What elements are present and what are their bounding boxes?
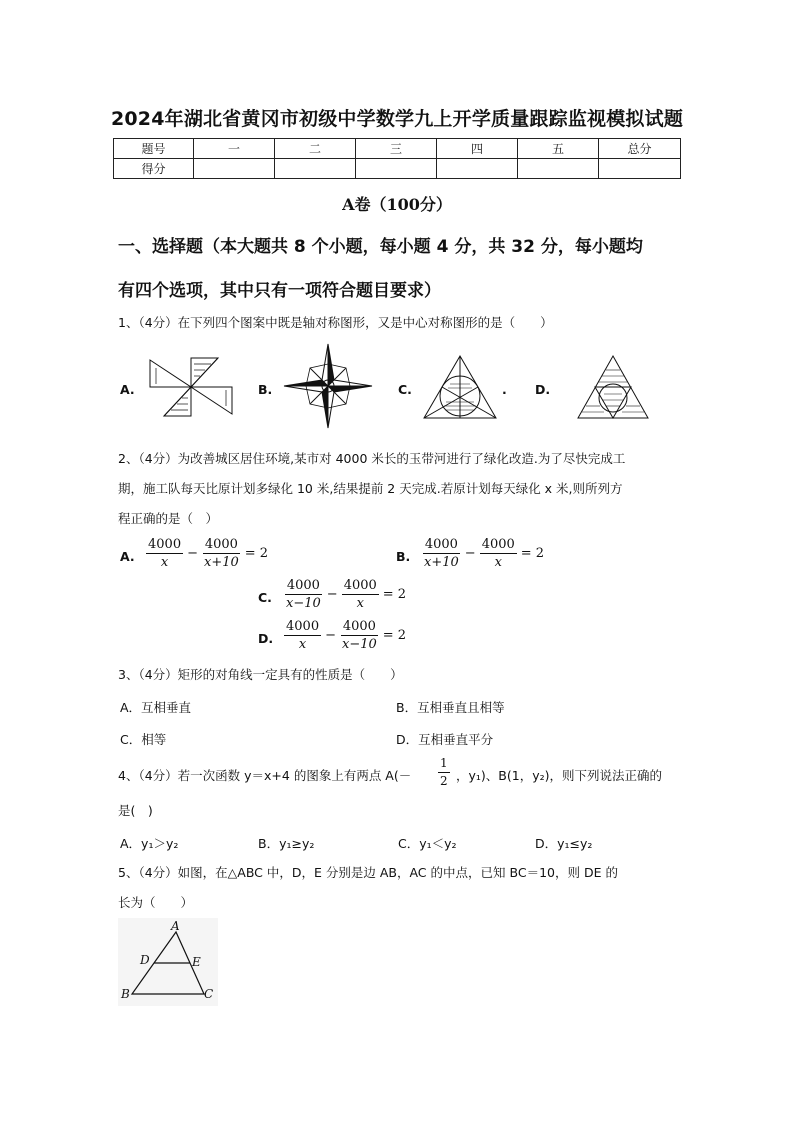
section-a-heading: A卷（100分） xyxy=(342,195,452,214)
part1-heading-line2: 有四个选项，其中只有一项符合题目要求） xyxy=(118,281,441,301)
score-table-score-row xyxy=(114,159,681,179)
q2-option-c-label: C. xyxy=(258,590,272,605)
numerator: 4000 xyxy=(204,537,238,552)
score-cell[interactable] xyxy=(437,159,518,179)
q2-option-b-equation[interactable] xyxy=(420,537,546,570)
q2-option-a-label: A. xyxy=(120,549,135,564)
denominator: x xyxy=(298,637,307,652)
score-cell[interactable] xyxy=(518,159,599,179)
q3-option-a[interactable]: A．互相垂直 xyxy=(120,700,192,715)
minus-sign: − xyxy=(464,546,476,561)
table-cell: 题号 xyxy=(114,139,194,159)
q3-option-d[interactable]: D．互相垂直平分 xyxy=(396,732,494,747)
q1-option-b-label: B. xyxy=(258,382,273,397)
q2-option-c-equation[interactable] xyxy=(282,578,408,611)
label-b: B xyxy=(121,987,130,1001)
q1-option-c-label: C. xyxy=(398,382,412,397)
denominator: x−10 xyxy=(286,596,321,611)
q3-option-c[interactable]: C．相等 xyxy=(120,732,167,747)
denominator: x+10 xyxy=(204,555,239,570)
minus-sign: − xyxy=(325,628,336,643)
q2-option-b-label: B. xyxy=(396,549,411,564)
label-e: E xyxy=(192,955,201,969)
table-cell: 五 xyxy=(518,139,599,159)
q2-option-d-equation[interactable] xyxy=(282,619,408,652)
score-cell[interactable] xyxy=(275,159,356,179)
table-cell: 二 xyxy=(275,139,356,159)
q4-option-d[interactable]: D．y₁≤y₂ xyxy=(535,836,593,851)
triangle-circles-figure[interactable] xyxy=(422,354,498,420)
label-c: C xyxy=(204,987,214,1001)
denominator: 2 xyxy=(440,774,448,788)
exam-title: 2024年湖北省黄冈市初级中学数学九上开学质量跟踪监视模拟试题 xyxy=(110,108,684,130)
denominator: x xyxy=(494,555,502,570)
q1-option-d-label: D. xyxy=(535,382,551,397)
compass-star-figure[interactable] xyxy=(282,342,374,430)
q4-option-c[interactable]: C．y₁＜y₂ xyxy=(398,836,457,851)
denominator: x xyxy=(356,596,364,611)
minus-sign: − xyxy=(187,546,198,561)
score-cell[interactable] xyxy=(599,159,681,179)
table-cell: 一 xyxy=(194,139,275,159)
numerator: 1 xyxy=(438,756,450,773)
equation-rhs: = 2 xyxy=(382,628,407,643)
denominator: x xyxy=(160,555,169,570)
q3-stem: 3、（4分）矩形的对角线一定具有的性质是（ ） xyxy=(118,667,403,682)
numerator: 4000 xyxy=(343,578,377,593)
equation-rhs: = 2 xyxy=(382,587,407,602)
q4-line2: 是( ) xyxy=(118,803,153,818)
score-table xyxy=(113,138,681,179)
label-a: A xyxy=(171,919,180,933)
numerator: 4000 xyxy=(148,537,182,552)
q5-line1: 5、（4分）如图，在△ABC 中，D，E 分别是边 AB，AC 的中点，已知 BC＝10，则 DE 的 xyxy=(118,865,618,880)
part1-heading-line1: 一、选择题（本大题共 8 个小题，每小题 4 分，共 32 分，每小题均 xyxy=(118,237,643,257)
triangle-inscribed-figure[interactable] xyxy=(576,354,650,420)
numerator: 4000 xyxy=(424,537,458,552)
q1-option-a-label: A. xyxy=(120,382,135,397)
q3-option-b[interactable]: B．互相垂直且相等 xyxy=(396,700,505,715)
denominator: x+10 xyxy=(424,555,459,570)
q1-stem: 1、（4分）在下列四个图案中既是轴对称图形，又是中心对称图形的是（ ） xyxy=(118,315,553,330)
q4-stem-part1: 4、（4分）若一次函数 y＝x+4 的图象上有两点 A(－ xyxy=(118,768,412,783)
score-cell[interactable] xyxy=(194,159,275,179)
q4-option-a[interactable]: A．y₁＞y₂ xyxy=(120,836,179,851)
q5-line2: 长为（ ） xyxy=(118,895,194,910)
q2-line3: 程正确的是（ ） xyxy=(118,511,219,526)
denominator: x−10 xyxy=(342,637,377,652)
equation-rhs: = 2 xyxy=(244,546,269,561)
q2-option-a-equation[interactable] xyxy=(144,537,270,570)
table-cell: 三 xyxy=(356,139,437,159)
pinwheel-figure[interactable] xyxy=(148,356,234,418)
numerator: 4000 xyxy=(481,537,515,552)
triangle-abc-figure xyxy=(118,918,218,1006)
q2-line1: 2、（4分）为改善城区居住环境,某市对 4000 米长的玉带河进行了绿化改造.为了尽快完成工 xyxy=(118,451,626,466)
numerator: 4000 xyxy=(342,619,376,634)
q1-separator-dot: . xyxy=(502,382,507,397)
q2-option-d-label: D. xyxy=(258,631,274,646)
equation-rhs: = 2 xyxy=(520,546,545,561)
q2-line2: 期，施工队每天比原计划多绿化 10 米,结果提前 2 天完成.若原计划每天绿化 x 米,则所列方 xyxy=(118,481,623,496)
table-cell: 总分 xyxy=(599,139,681,159)
numerator: 4000 xyxy=(286,619,320,634)
minus-sign: − xyxy=(326,587,338,602)
score-table-header-row xyxy=(114,139,681,159)
q4-stem-part2: ，y₁)、B(1，y₂)，则下列说法正确的 xyxy=(456,768,662,783)
table-cell: 四 xyxy=(437,139,518,159)
q4-half-fraction xyxy=(436,756,452,789)
label-d: D xyxy=(140,953,150,967)
score-cell[interactable] xyxy=(356,159,437,179)
table-cell: 得分 xyxy=(114,159,194,179)
numerator: 4000 xyxy=(286,578,320,593)
q4-option-b[interactable]: B．y₁≥y₂ xyxy=(258,836,315,851)
